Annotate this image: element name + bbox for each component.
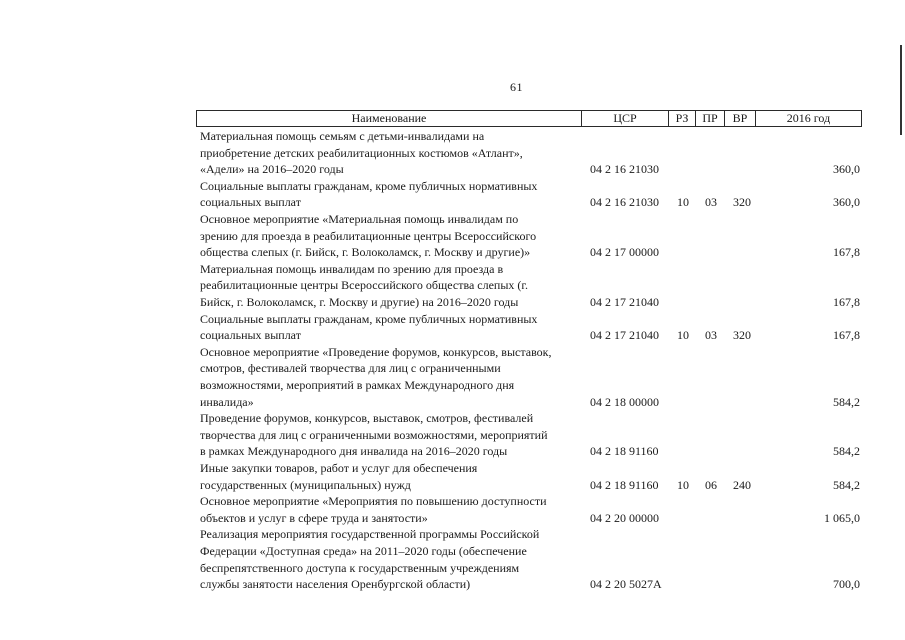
row-csr: 04 2 16 21030 — [590, 195, 659, 210]
table-row — [0, 526, 905, 592]
row-amount: 360,0 — [833, 195, 860, 210]
header-year: 2016 год — [786, 111, 831, 125]
table-row — [0, 493, 905, 526]
table-row — [0, 261, 905, 311]
row-name: Основное мероприятие «Материальная помощь инвалидам по зрению для проезда в реабилитационные центры Всероссийского общества слепых (г. Бийск, г. Волоколамск, г. Москву и другие)» — [200, 211, 537, 260]
row-name: Иные закупки товаров, работ и услуг для обеспечения государственных (муниципальных) нужд — [200, 460, 478, 492]
table-row — [0, 211, 905, 261]
table-row — [0, 128, 905, 178]
row-vr: 320 — [733, 195, 751, 210]
row-vr: 240 — [733, 477, 751, 492]
table-header — [196, 110, 862, 127]
row-amount: 167,8 — [833, 294, 860, 309]
row-pr: 06 — [705, 477, 717, 492]
page-number: 61 — [510, 80, 523, 94]
table-row — [0, 460, 905, 493]
row-csr: 04 2 16 21030 — [590, 162, 659, 177]
row-vr: 320 — [733, 328, 751, 343]
row-csr: 04 2 17 21040 — [590, 328, 659, 343]
row-name: Социальные выплаты гражданам, кроме публичных нормативных социальных выплат — [200, 178, 538, 210]
row-name: Реализация мероприятия государственной программы Российской Федерации «Доступная среда» на 2011–2020 годы (обеспечение беспрепятственного доступа к государственным учреждениям службы занятости населения Оренбургской области) — [200, 527, 540, 592]
row-rz: 10 — [677, 477, 689, 492]
row-pr: 03 — [705, 328, 717, 343]
row-amount: 700,0 — [833, 577, 860, 592]
row-csr: 04 2 17 21040 — [590, 294, 659, 309]
row-amount: 584,2 — [833, 444, 860, 459]
table-body — [0, 128, 905, 593]
row-amount: 584,2 — [833, 394, 860, 409]
table-row — [0, 178, 905, 211]
row-name: Основное мероприятие «Мероприятия по повышению доступности объектов и услуг в сфере труда и занятости» — [200, 494, 547, 525]
row-name: Материальная помощь инвалидам по зрению для проезда в реабилитационные центры Всероссийского общества слепых (г. Бийск, г. Волоколамск, г. Москву и другие) на 2016–2020 годы — [200, 261, 528, 309]
row-amount: 360,0 — [833, 162, 860, 177]
row-csr: 04 2 17 00000 — [590, 245, 659, 260]
row-pr: 03 — [705, 195, 717, 210]
row-amount: 584,2 — [833, 477, 860, 492]
row-rz: 10 — [677, 195, 689, 210]
header-name: Наименование — [197, 111, 582, 126]
header-rz: РЗ — [669, 111, 696, 126]
row-csr: 04 2 18 91160 — [590, 444, 659, 459]
row-name: Материальная помощь семьям с детьми-инвалидами на приобретение детских реабилитационных костюмов «Атлант», «Адели» на 2016–2020 годы — [200, 129, 523, 177]
row-csr: 04 2 20 00000 — [590, 510, 659, 525]
row-name: Социальные выплаты гражданам, кроме публичных нормативных социальных выплат — [200, 311, 538, 343]
header-csr: ЦСР — [582, 111, 669, 126]
table-row — [0, 410, 905, 460]
header-vr: ВР — [725, 111, 756, 126]
row-amount: 167,8 — [833, 328, 860, 343]
row-rz: 10 — [677, 328, 689, 343]
table-row — [0, 311, 905, 344]
row-name: Проведение форумов, конкурсов, выставок, смотров, фестивалей творчества для лиц с ограниченными возможностями, мероприятий в рамках Международного дня инвалида на 2016–2020 годы — [200, 411, 548, 459]
row-csr: 04 2 18 91160 — [590, 477, 659, 492]
row-name: Основное мероприятие «Проведение форумов, конкурсов, выставок, смотров, фестивалей творчества для лиц с ограниченными возможностями, мероприятий в рамках Международного дня инвалида» — [200, 344, 552, 409]
scan-edge-mark — [900, 45, 902, 135]
row-amount: 1 065,0 — [824, 510, 860, 525]
row-csr: 04 2 18 00000 — [590, 394, 659, 409]
row-csr: 04 2 20 5027А — [590, 577, 662, 592]
table-row — [0, 344, 905, 410]
header-pr: ПР — [696, 111, 725, 126]
row-amount: 167,8 — [833, 245, 860, 260]
